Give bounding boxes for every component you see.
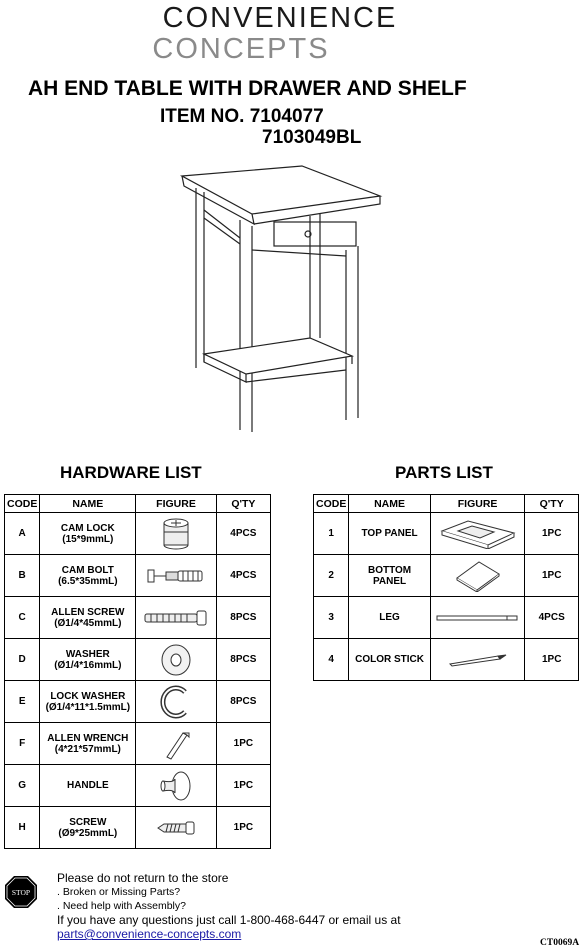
cam-bolt-icon — [136, 555, 216, 597]
header-code: CODE — [5, 495, 40, 513]
stop-sign-label: STOP — [11, 888, 31, 897]
support-email-link[interactable]: parts@convenience-concepts.com — [57, 927, 242, 941]
header-name: NAME — [349, 495, 430, 513]
part-size: (Ø1/4*11*1.5mmL) — [45, 701, 131, 713]
row-name — [40, 765, 136, 807]
stop-sign-icon — [4, 875, 38, 909]
row-code: A — [5, 513, 40, 555]
row-name — [40, 639, 136, 681]
row-qty: 4PCS — [216, 513, 270, 555]
brand-line-1: CONVENIENCE — [162, 2, 398, 34]
header-name: NAME — [40, 495, 136, 513]
row-code: G — [5, 765, 40, 807]
top-panel-icon — [430, 513, 525, 555]
row-qty: 1PC — [216, 765, 270, 807]
table-row — [5, 597, 271, 639]
row-code: 1 — [314, 513, 349, 555]
row-name — [40, 723, 136, 765]
lock-washer-icon — [136, 681, 216, 723]
row-qty: 4PCS — [216, 555, 270, 597]
table-row — [314, 555, 579, 597]
part-name: HANDLE — [66, 780, 109, 791]
row-qty: 1PC — [525, 639, 579, 681]
support-line-3: . Need help with Assembly? — [57, 900, 186, 912]
row-code: E — [5, 681, 40, 723]
header-qty: Q'TY — [216, 495, 270, 513]
table-row — [5, 765, 271, 807]
row-qty: 4PCS — [525, 597, 579, 639]
row-name — [40, 807, 136, 849]
handle-icon — [136, 765, 216, 807]
row-name — [40, 597, 136, 639]
support-line-2: . Broken or Missing Parts? — [57, 886, 181, 898]
table-row — [5, 639, 271, 681]
part-name: SCREW — [69, 816, 107, 828]
row-code: F — [5, 723, 40, 765]
row-name — [40, 513, 136, 555]
table-row — [314, 639, 579, 681]
table-row — [314, 513, 579, 555]
support-line-1: Please do not return to the store — [57, 871, 229, 885]
part-size: (Ø1/4*16mmL) — [54, 659, 122, 671]
item-number-primary: ITEM NO. 7104077 — [160, 106, 324, 127]
row-code: 2 — [314, 555, 349, 597]
header-figure: FIGURE — [136, 495, 216, 513]
parts-table-header — [314, 495, 579, 513]
header-code: CODE — [314, 495, 349, 513]
row-name: LEG — [349, 597, 430, 639]
cam-lock-icon — [136, 513, 216, 555]
row-qty: 1PC — [525, 513, 579, 555]
bottom-panel-icon — [430, 555, 525, 597]
part-name: CAM BOLT — [61, 564, 114, 576]
part-size: (Ø9*25mmL) — [58, 827, 118, 839]
row-code: D — [5, 639, 40, 681]
row-code: H — [5, 807, 40, 849]
parts-list-title: PARTS LIST — [395, 463, 493, 482]
washer-icon — [136, 639, 216, 681]
item-number-secondary: 7103049BL — [262, 127, 362, 148]
leg-icon — [430, 597, 525, 639]
table-row — [5, 807, 271, 849]
row-name — [40, 681, 136, 723]
brand-line-2: CONCEPTS — [152, 33, 330, 65]
support-notice — [57, 871, 401, 941]
allen-screw-icon — [136, 597, 216, 639]
table-row — [5, 555, 271, 597]
part-name: ALLEN SCREW — [51, 606, 125, 618]
part-name: CAM LOCK — [60, 522, 115, 534]
product-title: AH END TABLE WITH DRAWER AND SHELF — [28, 77, 467, 100]
part-name: LOCK WASHER — [50, 690, 126, 702]
header-figure: FIGURE — [430, 495, 525, 513]
part-size: (Ø1/4*45mmL) — [54, 617, 122, 629]
table-row — [314, 597, 579, 639]
part-size: (6.5*35mmL) — [58, 575, 118, 587]
row-name: TOP PANEL — [349, 513, 430, 555]
support-line-4: If you have any questions just call 1-800-468-6447 or email us at — [57, 913, 401, 927]
part-size: (4*21*57mmL) — [54, 743, 121, 755]
row-qty: 8PCS — [216, 597, 270, 639]
row-name: COLOR STICK — [349, 639, 430, 681]
part-size: (15*9mmL) — [62, 533, 114, 545]
row-name — [40, 555, 136, 597]
hardware-list-title: HARDWARE LIST — [60, 463, 202, 482]
row-qty: 1PC — [525, 555, 579, 597]
hardware-table — [4, 494, 271, 849]
row-code: 4 — [314, 639, 349, 681]
row-qty: 1PC — [216, 723, 270, 765]
row-name: BOTTOM PANEL — [349, 555, 430, 597]
table-row — [5, 513, 271, 555]
color-stick-icon — [430, 639, 525, 681]
part-name: WASHER — [65, 648, 110, 660]
parts-table — [313, 494, 579, 681]
row-qty: 8PCS — [216, 681, 270, 723]
row-qty: 8PCS — [216, 639, 270, 681]
hardware-table-header — [5, 495, 271, 513]
screw-icon — [136, 807, 216, 849]
document-code: CT0069A — [540, 938, 580, 948]
row-code: B — [5, 555, 40, 597]
allen-wrench-icon — [136, 723, 216, 765]
table-row — [5, 723, 271, 765]
header-qty: Q'TY — [525, 495, 579, 513]
row-code: C — [5, 597, 40, 639]
table-row — [5, 681, 271, 723]
row-qty: 1PC — [216, 807, 270, 849]
row-code: 3 — [314, 597, 349, 639]
part-name: ALLEN WRENCH — [47, 732, 129, 744]
end-table-illustration-icon — [176, 158, 386, 438]
